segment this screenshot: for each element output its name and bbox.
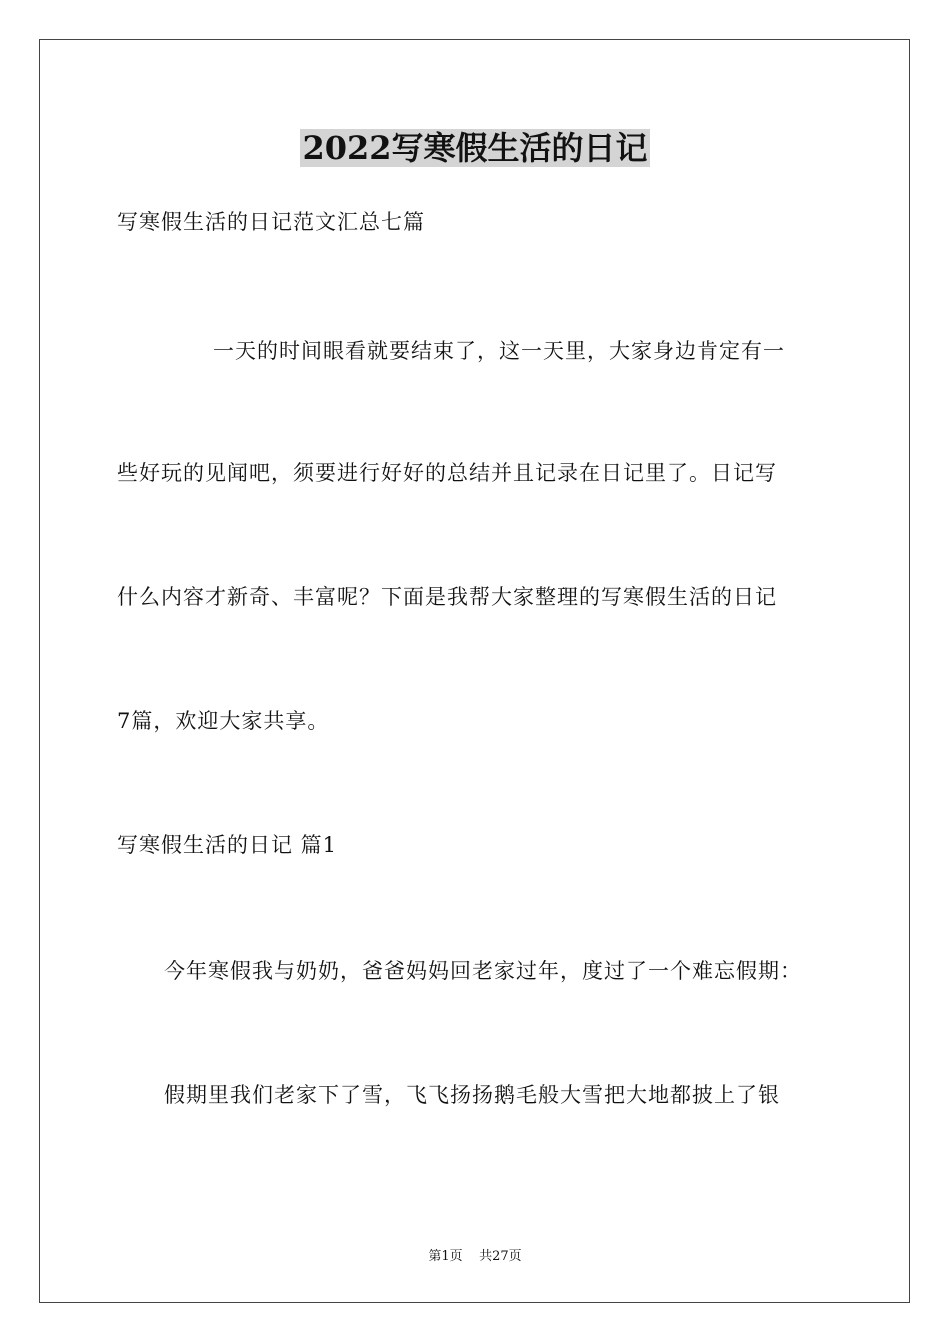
section-heading: 写寒假生活的日记 篇1 <box>117 833 338 857</box>
document-subtitle: 写寒假生活的日记范文汇总七篇 <box>117 210 425 234</box>
body-line-2: 假期里我们老家下了雪，飞飞扬扬鹅毛般大雪把大地都披上了银 <box>164 1083 780 1107</box>
intro-line-1: 一天的时间眼看就要结束了，这一天里，大家身边肯定有一 <box>213 339 785 363</box>
intro-line-2: 些好玩的见闻吧，须要进行好好的总结并且记录在日记里了。日记写 <box>117 461 777 485</box>
page-number-footer: 第1页 共27页 <box>428 1249 522 1264</box>
document-title <box>0 125 950 171</box>
document-title-text: 2022写寒假生活的日记 <box>302 129 648 167</box>
body-line-1: 今年寒假我与奶奶，爸爸妈妈回老家过年，度过了一个难忘假期： <box>164 959 802 983</box>
intro-line-4: 7篇，欢迎大家共享。 <box>117 709 330 733</box>
intro-line-3: 什么内容才新奇、丰富呢？下面是我帮大家整理的写寒假生活的日记 <box>117 585 777 609</box>
